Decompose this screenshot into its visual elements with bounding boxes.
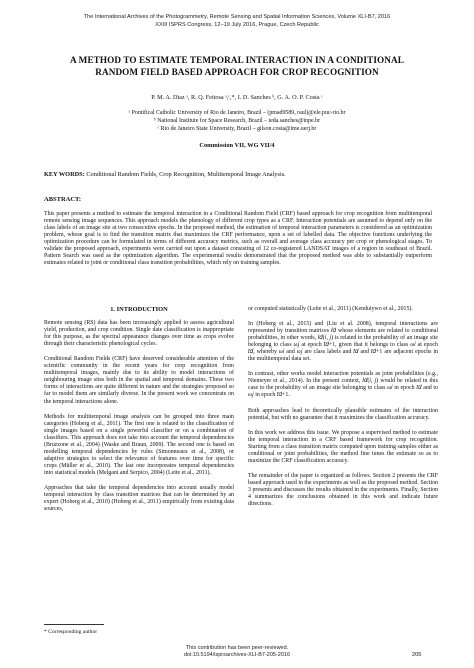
abstract-heading: ABSTRACT: — [44, 196, 82, 203]
keywords — [44, 171, 444, 178]
affiliation-a: ᵃ Pontifical Catholic University of Rio de Janeiro, Brazil – (pmad9589, raul)@ele.puc-rio.br — [128, 110, 346, 116]
paragraph: Methods for multitemporal image analysis can be grouped into three main categories (Hoberg et al., 2011). The first one is related to the classification of single images based on a single powerful classifier or on a combination of classifiers. This approach does not take into account the temporal dependencies (Bruzzone et al., 2004) (Waske and Braun, 2009). The second one is based on modelling temporal dependencies by rules (Simonneaux et al., 2008), or adaptive strategies to select the relevance of features over time for specific crops (Müller et al., 2010). The last one incorporates temporal dependencies into statistical models (Melgani and Serpico, 2004) (Leite et al., 2011). — [44, 413, 234, 476]
title-line1: A METHOD TO ESTIMATE TEMPORAL INTERACTION IN A CONDITIONAL — [70, 55, 404, 65]
paragraph: In (Hoberg et al., 2015) and (Liu et al. 2008), temporal interactions are represented by transition matrices 𝐼𝑑 whose elements are related to conditional probabilities, in other words, 𝐼𝑑(𝑖, 𝑗) is related to the probability of an image site belonging to class ω𝑗 at epoch 𝑡𝑑+1, given that it belongs to class ω𝑖 at epoch 𝑡𝑑, whereby ω𝑖 and ω𝑗 are class labels and 𝑡𝑑 and 𝑡𝑑+1 are adjacent epochs in the multitemporal data set. — [248, 321, 438, 363]
keywords-text: Conditional Random Fields, Crop Recognition, Multitemporal Image Analysis. — [86, 171, 286, 178]
right-column — [248, 306, 438, 516]
footer-review-note: This contribution has been peer-reviewed. — [185, 645, 289, 651]
authors: P. M. A. Diaz ᵃ, R. Q. Feitosa ᵃ,ᶜ,*, I. D. Sanches ᵇ, G. A. O. P. Costa ᶜ — [151, 94, 323, 101]
running-header-line2: XXIII ISPRS Congress, 12–19 July 2016, Prague, Czech Republic — [155, 22, 319, 28]
paragraph: Conditional Random Fields (CRF) have deserved considerable attention of the scientific community in the recent years for crop recognition from multitemporal images, mainly due to its ability to model interactions of neighbouring image sites both in the spatial and temporal domains. These two forms of interactions are quite different in nature and the strategies proposed so far to model them are similarly diverse. In the present work we concentrate on the temporal interactions alone. — [44, 356, 234, 405]
section-heading-introduction: 1. INTRODUCTION — [110, 306, 168, 313]
paragraph: The remainder of the paper is organized as follows. Section 2 presents the CRF based approach used in the experiments as well as the proposed method. Section 3 presents and discusses the results obtained in the experiments. Finally, Section 4 summarizes the conclusions obtained in this work and indicate future directions. — [248, 472, 438, 508]
title-line2: RANDOM FIELD BASED APPROACH FOR CROP RECOGNITION — [95, 67, 379, 77]
footnote: * Corresponding author — [44, 629, 98, 635]
paragraph: Remote sensing (RS) data has been increasingly applied to assess agricultural yield, production, and crop condition. Single date classification is inappropriate for this purpose, as the spectral appearance changes over time as crops evolve through their characteristic phenological cycles. — [44, 320, 234, 348]
paragraph: Approaches that take the temporal dependencies into account usually model temporal interaction by class transition matrices that can be determined by an expert (Hoberg et al., 2010) (Hoberg et al., 2011) empirically from existing data sources, — [44, 484, 234, 513]
running-header-line1: The International Archives of the Photogrammetry, Remote Sensing and Spatial Information Sciences, Volume XLI-B7, 2016 — [83, 14, 391, 20]
footer-doi: doi:10.5194/isprsarchives-XLI-B7-205-2016 — [183, 652, 291, 658]
affiliation-b: ᵇ National Institute for Space Research, Brazil – ieda.sanches@inpe.br — [153, 118, 321, 124]
page-number: 205 — [412, 652, 422, 658]
commission: Commission VII, WG VII/4 — [199, 142, 275, 149]
paragraph: or computed statistically (Leite et al., 2011) (Kenduiywo et al., 2015). — [248, 306, 413, 312]
affiliation-c: ᶜ Rio de Janeiro State University, Brazil – gilson.costa@ime.uerj.br — [157, 126, 317, 132]
footnote-divider — [44, 624, 104, 625]
paragraph: In contrast, other works model interaction potentials as joint probabilities (e.g., Niemeyer et al., 2014). In the present context, 𝐼𝑑(𝑖, 𝑗) would be related in this case to the probability of an image site belonging to class ω𝑖 in epoch 𝑡𝑑 and to ω𝑗 in epoch 𝑡𝑑+1. — [248, 371, 438, 399]
keywords-label: KEY WORDS: — [44, 171, 85, 178]
left-column — [44, 306, 234, 521]
paragraph: Both approaches lead to theoretically plausible estimates of the interaction potential, but with no guarantee that it maximizes the classification accuracy. — [248, 407, 438, 421]
paper-title — [20, 54, 454, 78]
abstract-text: This paper presents a method to estimate the temporal interaction in a Conditional Random Field (CRF) based approach for crop recognition from multitemporal remote sensing image sequences. This approach models the phenology of different crop types as a CRF. Interaction potentials are assumed to depend only on the class labels of an image site at two consecutive epochs. In the proposed method, the estimation of temporal interaction parameters is considered as an optimization problem, whose goal is to find the transition matrix that maximizes the CRF performance, upon a set of labelled data. The objective functions underlying the optimization procedure can be formulated in terms of different accuracy metrics, such as overall and average class accuracy per crop or phenological stages. To validate the proposed approach, experiments were carried out upon a dataset consisting of 12 co-registered LANDSAT images of a region in southeast of Brazil. Pattern Search was used as the optimization algorithm. The experimental results demonstrated that the proposed method was able to substantially outperform estimates related to joint or conditional class transition probabilities, which rely on training samples. — [44, 211, 432, 267]
paragraph: In this work we address this issue. We propose a supervised method to estimate the temporal interaction in a CRF based framework for crop recognition. Starting from a class transition matrix computed upon training samples either as conditional or joint probabilities, the method fine tunes the estimate so as to maximize the CRF classification accuracy. — [248, 429, 438, 464]
